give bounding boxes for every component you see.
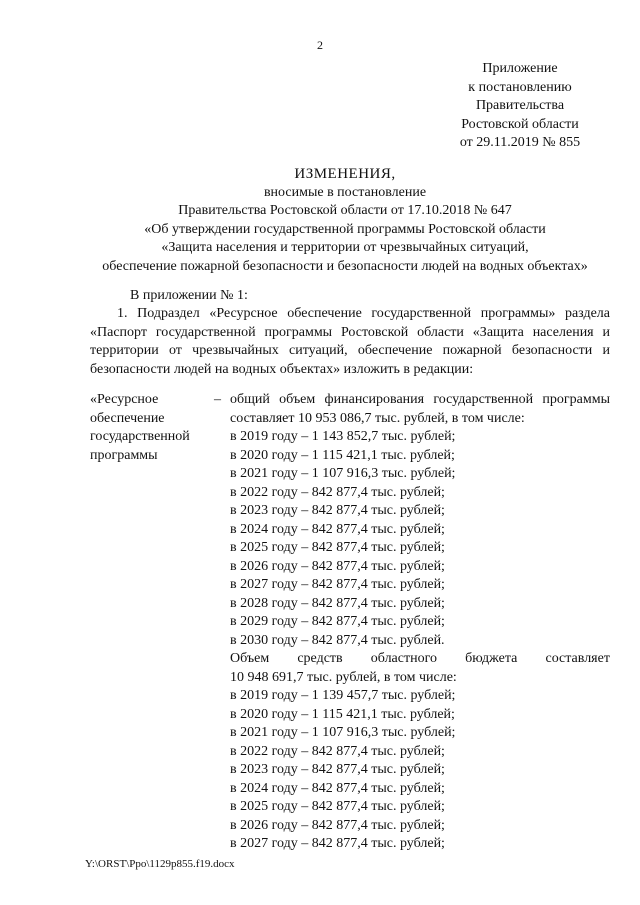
file-path-footer: Y:\ORST\Ppo\1129p855.f19.docx — [85, 858, 235, 870]
regional-word: Объем — [230, 651, 270, 666]
resource-label-line: обеспечение — [90, 410, 165, 426]
total-year-line: в 2022 году – 842 877,4 тыс. рублей; — [230, 484, 445, 500]
title-line: вносимые в постановление — [263, 184, 427, 200]
total-year-line: в 2027 году – 842 877,4 тыс. рублей; — [230, 577, 445, 592]
total-year-line: в 2028 году – 842 877,4 тыс. рублей; — [230, 595, 445, 611]
title-line: «Защита населения и территории от чрезвычайных ситуаций, — [161, 240, 529, 255]
resource-content — [230, 391, 610, 854]
regional-word: областного — [370, 651, 437, 666]
total-year-line: в 2029 году – 842 877,4 тыс. рублей; — [230, 614, 445, 629]
page-number: 2 — [317, 38, 323, 52]
appendix-line: к постановлению — [468, 79, 572, 95]
appendix-line: от 29.11.2019 № 855 — [459, 135, 581, 150]
resource-label-line: «Ресурсное — [90, 392, 159, 407]
regional-budget-line — [230, 650, 610, 669]
regional-year-line: в 2021 году – 1 107 916,3 тыс. рублей; — [230, 725, 456, 740]
regional-word: составляет — [545, 651, 610, 666]
total-year-line: в 2024 году – 842 877,4 тыс. рублей; — [230, 521, 445, 537]
appendix-line: Правительства — [475, 98, 565, 113]
total-year-line: в 2023 году – 842 877,4 тыс. рублей; — [230, 503, 445, 518]
appendix-line: Ростовской области — [461, 116, 579, 132]
resource-label-line: программы — [90, 447, 158, 463]
total-year-line: в 2025 году – 842 877,4 тыс. рублей; — [230, 540, 445, 555]
total-year-line: в 2020 году – 1 115 421,1 тыс. рублей; — [230, 447, 455, 463]
title-line: «Об утверждении государственной программы Ростовской области — [144, 221, 546, 237]
resource-label — [90, 391, 200, 465]
title-line: Правительства Ростовской области от 17.10.2018 № 647 — [178, 203, 512, 218]
amendment-paragraph: 1. Подраздел «Ресурсное обеспечение государственной программы» раздела «Паспорт государственной программы Ростовской области «Защита населения и территории от чрезвычайных ситуаций, обеспечение пожарной безопасности и безопасности людей на водных объектах» изложить в редакции: — [90, 306, 610, 377]
regional-year-line: в 2024 году – 842 877,4 тыс. рублей; — [230, 780, 445, 796]
regional-year-line: в 2027 году – 842 877,4 тыс. рублей; — [230, 836, 445, 851]
intro-line: В приложении № 1: — [130, 288, 248, 303]
regional-year-line: в 2026 году – 842 877,4 тыс. рублей; — [230, 817, 445, 833]
title-line: обеспечение пожарной безопасности и безопасности людей на водных объектах» — [102, 258, 588, 274]
appendix-line: Приложение — [482, 61, 558, 76]
regional-word: средств — [297, 651, 343, 666]
regional-year-line: в 2025 году – 842 877,4 тыс. рублей; — [230, 799, 445, 814]
regional-year-line: в 2019 году – 1 139 457,7 тыс. рублей; — [230, 688, 456, 703]
total-year-line: в 2019 году – 1 143 852,7 тыс. рублей; — [230, 429, 456, 444]
resource-label-line: государственной — [90, 429, 190, 444]
regional-year-line: в 2023 году – 842 877,4 тыс. рублей; — [230, 762, 445, 777]
regional-year-line: в 2020 году – 1 115 421,1 тыс. рублей; — [230, 706, 455, 722]
regional-word: бюджета — [465, 651, 518, 666]
resource-dash: – — [214, 392, 221, 407]
total-year-line: в 2021 году – 1 107 916,3 тыс. рублей; — [230, 466, 456, 481]
regional-year-line: в 2022 году – 842 877,4 тыс. рублей; — [230, 743, 445, 759]
title-main: ИЗМЕНЕНИЯ, — [294, 166, 396, 182]
appendix-header — [445, 60, 595, 153]
total-financing-text: общий объем финансирования государственной программы составляет 10 953 086,7 тыс. рублей, в том числе: — [230, 392, 610, 426]
total-year-line: в 2030 году – 842 877,4 тыс. рублей. — [230, 632, 445, 648]
document-title — [60, 165, 630, 276]
intro-text — [90, 287, 610, 306]
regional-budget-total: 10 948 691,7 тыс. рублей, в том числе: — [230, 669, 457, 685]
total-year-line: в 2026 году – 842 877,4 тыс. рублей; — [230, 558, 445, 574]
